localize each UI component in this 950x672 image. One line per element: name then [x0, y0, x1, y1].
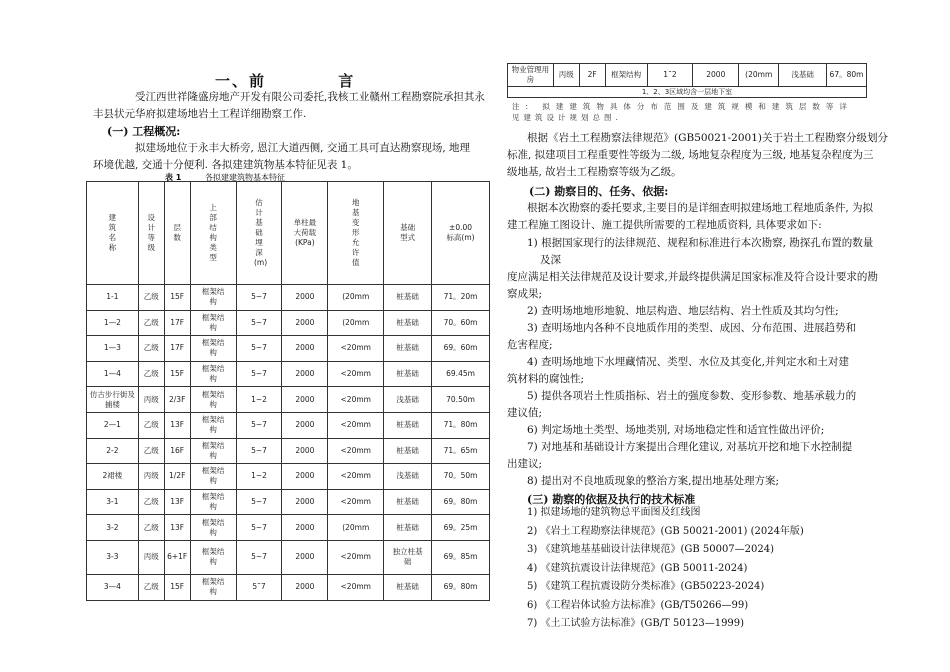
- table-cell: 5~7: [236, 310, 282, 336]
- table-cell: 2F: [579, 64, 605, 87]
- table-cell: <20mm: [328, 540, 384, 574]
- table-cell: 桩基础: [384, 336, 432, 362]
- table-cell: 1—4: [87, 361, 139, 387]
- table-cell: 1/2F: [164, 464, 190, 490]
- table-cell: 69。85m: [432, 540, 490, 574]
- table-cell: 浅基础: [779, 64, 827, 87]
- table-row: [87, 412, 490, 438]
- table-cell: 桩基础: [384, 574, 432, 600]
- table-cell: 70。50m: [432, 464, 490, 490]
- table-cell: 2000: [282, 438, 328, 464]
- table-cell: 5~7: [236, 540, 282, 574]
- table-cell: 15F: [164, 574, 190, 600]
- continued-table: [507, 63, 867, 98]
- table-cell: 71。65m: [432, 438, 490, 464]
- table-cell: 乙级: [138, 310, 164, 336]
- table-footnote-cell: 1、2、3区域均含一层地下室: [508, 87, 867, 98]
- table-cell: 框架结构: [190, 285, 236, 311]
- table-cell: 1~2: [236, 464, 282, 490]
- table-cell: 物业管理用房: [508, 64, 554, 87]
- intro-line-2: 丰县状元华府拟建场地岩土工程详细勘察工作.: [93, 108, 307, 120]
- table-header-row: [87, 182, 490, 285]
- list-item-7: 7) 对地基和基础设计方案提出合理化建议, 对基坑开挖和地下水控制提: [527, 441, 853, 453]
- table-cell: 69。80m: [432, 489, 490, 515]
- table-cell: 5~7: [236, 361, 282, 387]
- table-cell: 2000: [282, 540, 328, 574]
- table-cell: 仿古步行街及捕楼: [87, 387, 139, 413]
- table-cell: 13F: [164, 515, 190, 541]
- table-cell: 69。25m: [432, 515, 490, 541]
- table-cell: 5˜7: [236, 574, 282, 600]
- table-cell: 2000: [282, 574, 328, 600]
- table-row: [87, 336, 490, 362]
- standard-item: 1) 拟建场地的建筑物总平面图及红线图: [527, 507, 701, 518]
- table-cell: 3-2: [87, 515, 139, 541]
- table-cell: <20mm: [328, 464, 384, 490]
- section-heading-standards: (三) 勘察的依据及执行的技术标准: [527, 493, 696, 506]
- table-cell: 5~7: [236, 489, 282, 515]
- table-cell: 框架结构: [190, 412, 236, 438]
- list-item-2: 2) 查明场地地形地貌、地层构造、地层结构、岩土性质及其均匀性;: [527, 305, 839, 317]
- table-cell: 桩基础: [384, 412, 432, 438]
- table-cell: 70.50m: [432, 387, 490, 413]
- table-cell: 框架结构: [190, 387, 236, 413]
- list-item-8: 8) 提出对不良地质现象的整治方案,提出地基处理方案;: [527, 475, 779, 487]
- table-cell: 2000: [282, 412, 328, 438]
- table-cell: 框架结构: [190, 574, 236, 600]
- header-cell: [87, 182, 139, 285]
- table-cell: 桩基础: [384, 515, 432, 541]
- header-cell: [164, 182, 190, 285]
- table-cell: 5~7: [236, 285, 282, 311]
- table-cell: 桩基础: [384, 489, 432, 515]
- table-cell: 3—4: [87, 574, 139, 600]
- table-cell: 17F: [164, 310, 190, 336]
- header-load: 单柱最大荷载(KPa): [293, 218, 317, 247]
- table-cell: 1—3: [87, 336, 139, 362]
- table-cell: 5~7: [236, 438, 282, 464]
- intro-line-1: 受江西世祥隆盛房地产开发有限公司委托,我核工业赣州工程勘察院承担其永: [135, 91, 485, 103]
- table-cell: 浅基础: [384, 387, 432, 413]
- table-cell: 框架结构: [190, 464, 236, 490]
- table-cell: 浅基础: [384, 464, 432, 490]
- table-cell: 6+1F: [164, 540, 190, 574]
- grade-line-2: 标准, 拟建项目工程重要性等级为二级, 场地复杂程度为三级, 地基复杂程度为三: [507, 149, 874, 161]
- header-cell: [432, 182, 490, 285]
- table-cell: 框架结构: [190, 489, 236, 515]
- standard-item: 4) 《建筑抗震设计法律规范》(GB 50011-2024): [527, 562, 748, 574]
- table-cell: 70。60m: [432, 310, 490, 336]
- table-cell: <20mm: [328, 336, 384, 362]
- list-item-3: 3) 查明场地内各种不良地质作用的类型、成因、分布范围、进展趋势和: [527, 322, 857, 334]
- table-cell: 乙级: [138, 361, 164, 387]
- table-cell: 乙级: [138, 336, 164, 362]
- table-cell: (20mm: [328, 285, 384, 311]
- table-cell: 2000: [282, 387, 328, 413]
- standard-item: 2) 《岩土工程勘察法律规范》(GB 50021-2001) (2024年版): [527, 525, 804, 537]
- note-line-1: 注: 拟建建筑物具体分布范围及建筑规模和建筑层数等详: [512, 102, 853, 111]
- table-cell: <20mm: [328, 438, 384, 464]
- table-cell: 2—1: [87, 412, 139, 438]
- table-cell: 2000: [282, 515, 328, 541]
- table-cell: 1~2: [236, 387, 282, 413]
- purpose-line-1: 根据本次勘察的委托要求,主要目的是详细查明拟建场地工程地质条件, 为拟: [527, 202, 874, 214]
- section-heading-purpose: (二) 勘察目的、任务、依据:: [529, 185, 669, 198]
- table-cell: 桩基础: [384, 310, 432, 336]
- table-cell: 乙级: [138, 515, 164, 541]
- header-floors: 层数: [173, 223, 181, 242]
- list-item-5: 5) 提供各项岩土性质指标、岩土的强度参数、变形参数、地基承载力的: [527, 390, 857, 402]
- table-cell: 1˜2: [647, 64, 693, 87]
- table-cell: 2000: [282, 336, 328, 362]
- table-cell: <20mm: [328, 412, 384, 438]
- table-cell: 1—2: [87, 310, 139, 336]
- table-cell: 71。80m: [432, 412, 490, 438]
- overview-line-1: 拟建场地位于永丰大桥旁, 恩江大道西侧, 交通工具可直达勘察现场, 地理: [135, 142, 471, 154]
- table-cell: <20mm: [328, 387, 384, 413]
- header-cell: [190, 182, 236, 285]
- table-cell: 独立柱基础: [384, 540, 432, 574]
- table-cell: 丙级: [138, 540, 164, 574]
- table-cell: 2000: [282, 361, 328, 387]
- table-cell: 3-3: [87, 540, 139, 574]
- table-cell: 5~7: [236, 336, 282, 362]
- table-cell: 2000: [282, 285, 328, 311]
- table-caption-number: 表 1: [165, 173, 182, 182]
- list-item-1: 1) 根据国家现行的法律规范、规程和标准进行本次勘察, 勘探孔布置的数量: [527, 237, 874, 249]
- table-cell: 13F: [164, 412, 190, 438]
- overview-line-2: 环境优越, 交通十分便利. 各拟建建筑物基本特征见表 1。: [93, 159, 358, 171]
- standard-item: 5) 《建筑工程抗震设防分类标准》(GB50223-2024): [527, 581, 765, 592]
- table-cell: 桩基础: [384, 285, 432, 311]
- table-cell: <20mm: [328, 574, 384, 600]
- header-cell: [236, 182, 282, 285]
- table-cell: 5~7: [236, 412, 282, 438]
- header-deform: 地基变形允许值: [352, 198, 360, 267]
- header-cell: [138, 182, 164, 285]
- table-caption-text: 各拟建建筑物基本特征: [205, 173, 285, 182]
- table-cell: 2000: [282, 489, 328, 515]
- table-cell: (20mm: [328, 310, 384, 336]
- table-cell: 框架结构: [190, 438, 236, 464]
- header-foundation: 基础型式: [400, 223, 416, 242]
- table-row: [87, 310, 490, 336]
- grade-line-1: 根据《岩土工程勘察法律规范》(GB50021-2001)关于岩土工程勘察分级划分: [527, 132, 888, 144]
- list-item-1-cont: 及深: [540, 254, 561, 266]
- table-cell: 乙级: [138, 489, 164, 515]
- table-cell: 15F: [164, 285, 190, 311]
- table-cell: <20mm: [328, 361, 384, 387]
- list-item-5-cont: 建议值;: [507, 407, 543, 419]
- table-cell: 69。60m: [432, 336, 490, 362]
- table-cell: 17F: [164, 336, 190, 362]
- table-cell: 框架结构: [605, 64, 647, 87]
- standard-item: 6) 《工程岩体试验方法标准》(GB/T50266—99): [527, 599, 749, 611]
- table-cell: 15F: [164, 361, 190, 387]
- table-row: [87, 540, 490, 574]
- list-item-7-cont: 出建议;: [507, 458, 543, 470]
- table-row: [87, 361, 490, 387]
- table-cell: 乙级: [138, 285, 164, 311]
- table-row: [87, 464, 490, 490]
- table-cell: 框架结构: [190, 336, 236, 362]
- table-cell: 69。80m: [432, 574, 490, 600]
- header-cell: [384, 182, 432, 285]
- table-cell: 框架结构: [190, 540, 236, 574]
- list-item-4: 4) 查明场地地下水埋藏情况、类型、水位及其变化,并判定水和土对建: [527, 356, 849, 368]
- table-cell: 1-1: [87, 285, 139, 311]
- table-cell: 桩基础: [384, 361, 432, 387]
- table-cell: <20mm: [328, 489, 384, 515]
- table-row: [508, 64, 867, 87]
- table-cell: 71。20m: [432, 285, 490, 311]
- table-cell: 2裙楼: [87, 464, 139, 490]
- table-row: [87, 285, 490, 311]
- standard-item: 7) 《土工试验方法标准》(GB/T 50123—1999): [527, 618, 745, 629]
- table-cell: 丙级: [553, 64, 579, 87]
- list-item-1-cont: 察成果;: [507, 288, 543, 300]
- table-cell: 乙级: [138, 438, 164, 464]
- table-row: [87, 515, 490, 541]
- table-cell: 2/3F: [164, 387, 190, 413]
- table-cell: 67。80m: [827, 64, 867, 87]
- list-item-4-cont: 筑材料的腐蚀性;: [507, 373, 585, 385]
- building-table: [86, 181, 490, 601]
- table-cell: 3-1: [87, 489, 139, 515]
- table-cell: (20mm: [739, 64, 779, 87]
- list-item-6: 6) 判定场地土类型、场地类别, 对场地稳定性和适宜性做出评价;: [527, 424, 825, 436]
- table-cell: 2000: [693, 64, 739, 87]
- header-name: 建筑名称: [108, 213, 117, 252]
- table-cell: (20mm: [328, 515, 384, 541]
- list-item-3-cont: 危害程度;: [507, 339, 553, 351]
- header-elevation: ±0.00标高(m): [446, 223, 475, 242]
- header-cell: [328, 182, 384, 285]
- standard-item: 3) 《建筑地基基础设计法律规范》(GB 50007—2024): [527, 544, 775, 555]
- table-cell: 丙级: [138, 387, 164, 413]
- table-cell: 2-2: [87, 438, 139, 464]
- table-cell: 2000: [282, 464, 328, 490]
- table-row: [87, 489, 490, 515]
- note-line-2: 见建筑设计规划总图.: [512, 113, 622, 122]
- table-row: [87, 387, 490, 413]
- table-cell: 丙级: [138, 464, 164, 490]
- header-depth: 估计基础埋深(m): [253, 198, 268, 267]
- header-cell: [282, 182, 328, 285]
- table-cell: 框架结构: [190, 310, 236, 336]
- table-cell: 桩基础: [384, 438, 432, 464]
- table-cell: 2000: [282, 310, 328, 336]
- table-cell: 5~7: [236, 515, 282, 541]
- table-row: [508, 87, 867, 98]
- grade-line-3: 级地基, 故岩土工程勘察等级为乙级。: [507, 166, 682, 178]
- list-item-1-cont: 度应满足相关法律规范及设计要求,并最终提供满足国家标准及符合设计要求的勘: [507, 271, 878, 283]
- page-title: 一、前 言: [215, 72, 356, 90]
- table-cell: 69.45m: [432, 361, 490, 387]
- table-cell: 16F: [164, 438, 190, 464]
- table-cell: 框架结构: [190, 515, 236, 541]
- table-cell: 框架结构: [190, 361, 236, 387]
- table-cell: 乙级: [138, 412, 164, 438]
- table-cell: 13F: [164, 489, 190, 515]
- header-grade: 设计等级: [147, 213, 155, 252]
- table-row: [87, 574, 490, 600]
- purpose-line-2: 建工程施工图设计、施工提供所需要的工程地质资料, 具体要求如下:: [507, 219, 822, 231]
- table-cell: 乙级: [138, 574, 164, 600]
- table-row: [87, 438, 490, 464]
- header-structure: 上部结构类型: [209, 203, 217, 262]
- section-heading-overview: (一) 工程概况:: [107, 125, 181, 138]
